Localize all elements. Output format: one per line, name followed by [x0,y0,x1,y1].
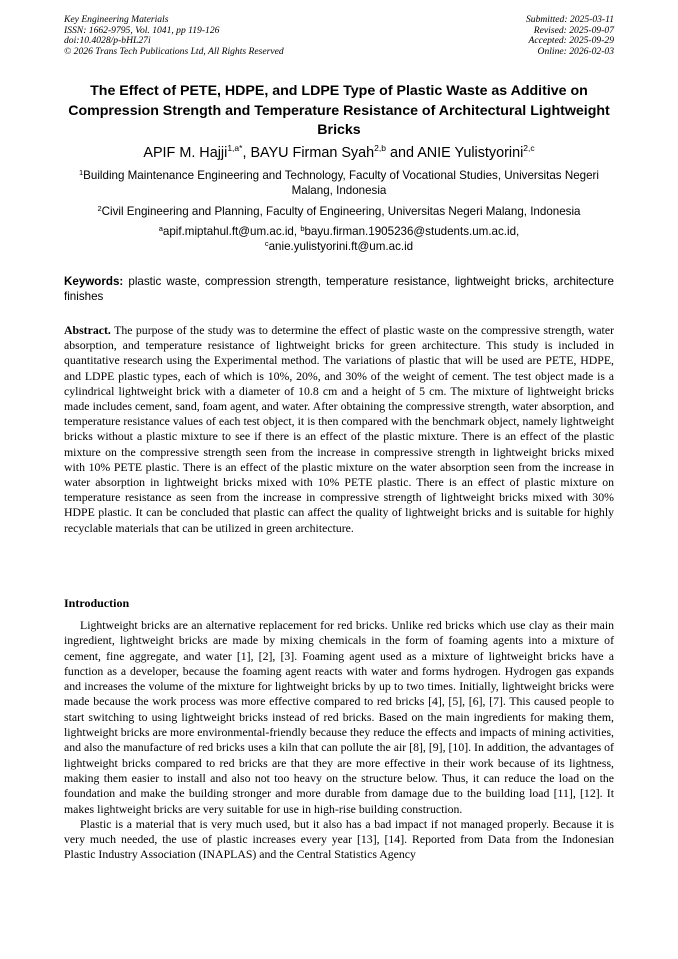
affiliation [64,204,614,219]
email-marker: a [158,224,163,233]
keywords-text: plastic waste, compression strength, temperature resistance, lightweight bricks, architecture finishes [64,275,614,303]
abstract-label: Abstract. [64,323,111,337]
abstract [64,323,614,536]
email-marker: b [300,224,305,233]
author-superscript: 2,b [374,143,386,153]
online-date: Online: 2026-02-03 [537,45,614,57]
affiliation-marker: 1 [79,168,84,177]
author-separator: , [242,145,251,161]
section-heading-introduction: Introduction [64,596,130,610]
author-superscript: 2,c [523,143,535,153]
email-list [64,224,614,254]
affiliation-marker: 2 [97,204,102,213]
copyright-line: © 2026 Trans Tech Publications Ltd, All Rights Reserved [64,45,284,57]
author-name: ANIE Yulistyorini [417,145,524,161]
paper-title: The Effect of PETE, HDPE, and LDPE Type of Plastic Waste as Additive on Compression Strength and Temperature Resistance of Architectural Lightweight Bricks [68,83,610,138]
affiliation-text: Building Maintenance Engineering and Technology, Faculty of Vocational Studies, Universitas Negeri Malang, Indonesia [83,169,599,197]
affiliation-text: Civil Engineering and Planning, Faculty of Engineering, Universitas Negeri Malang, Indonesia [101,205,581,218]
keywords [64,274,614,304]
email-address[interactable]: bayu.firman.1905236@students.um.ac.id, [304,225,520,238]
introduction-body [64,618,614,863]
author-name: APIF M. Hajji [143,145,228,161]
author-list [60,144,618,162]
journal-info [64,15,284,57]
keywords-label: Keywords: [64,275,124,288]
body-paragraph: Lightweight bricks are an alternative replacement for red bricks. Unlike red bricks which use clay as their main ingredient, lightweight bricks are made by mixing chemicals in the form of foaming agents into a mixture of cement, fine aggregate, and water [1], [2], [3]. Foaming agent used as a mixture of lightweight bricks have a function as a developer, because the foaming agent reacts with water and forms hydrogen. Hydrogen gas expands and increases the volume of the mixture for lightweight bricks by up to two times. Initially, lightweight bricks were made because the work process was more effective compared to red bricks [4], [5], [6], [7]. This caused people to start switching to using lightweight bricks instead of red bricks. Based on the main ingredients for making them, lightweight bricks are more environmental-friendly because they reduce the effects and impacts of mining activities, and also the manufacture of red bricks uses a kiln that can pollute the air [8], [9], [10]. In addition, the advantages of lightweight bricks compared to red bricks are that they are more effective in their work because of its lightness, making them easier to install and also not too heavy on the structure below. Thus, it can reduce the load on the foundation and make the building stronger and more durable from damage due to the building load [11], [12]. It makes lightweight bricks are very suitable for use in high-rise building construction. [64,618,614,816]
doi-line[interactable]: doi:10.4028/p-bHL27i [64,35,151,47]
body-paragraph: Plastic is a material that is very much used, but it also has a bad impact if not managed properly. Because it is very much needed, the use of plastic increases every year [13], [14]. Reported from Data from the Indonesian Plastic Industry Association (INAPLAS) and the Central Statistics Agency [64,816,614,862]
abstract-text: The purpose of the study was to determine the effect of plastic waste on the compressive strength, water absorption, and temperature resistance of lightweight bricks for green architecture. This study is included in quantitative research using the Experimental method. The variations of plastic that will be used are PETE, HDPE, and LDPE plastic types, each of which is 10%, 20%, and 30% of the weight of cement. The test object made is a cylindrical lightweight brick with a diameter of 10.8 cm and a height of 5 cm. The mixture of lightweight bricks made includes cement, sand, foam agent, and water. After obtaining the compressive strength, water absorption, and temperature resistance values of each test object, it is then compared with the benchmark object, namely lightweight bricks without a plastic mixture to see if there is an effect of the plastic mixture. There is an effect of the plastic mixture on the compressive strength seen from the increase in compressive strength in lightweight bricks mixed with 10% PETE plastic. There is an effect of the plastic mixture on the water absorption seen from the increase in water absorption in lightweight bricks mixed with 10% PETE plastic. There is an effect of plastic mixture on temperature resistance as seen from the increase in compressive strength of lightweight bricks mixed with 30% HDPE plastic. It can be concluded that plastic can affect the quality of lightweight bricks and is suitable for highly recyclable materials that can be utilized in green architecture. [64,323,614,535]
journal-name: Key Engineering Materials [64,14,169,25]
author-name: BAYU Firman Syah [250,145,375,161]
email-marker: c [264,239,269,248]
accepted-date: Accepted: 2025-09-29 [528,35,614,47]
issn-line: ISSN: 1662-9795, Vol. 1041, pp 119-126 [64,24,220,36]
dates-info [526,15,614,57]
affiliation [64,168,614,198]
submitted-date: Submitted: 2025-03-11 [525,14,614,25]
revised-date: Revised: 2025-09-07 [533,24,614,36]
author-superscript: 1,a* [227,143,243,153]
author-separator: and [385,145,418,161]
email-address[interactable]: apif.miptahul.ft@um.ac.id, [162,225,301,238]
email-address[interactable]: anie.yulistyorini.ft@um.ac.id [268,240,414,253]
